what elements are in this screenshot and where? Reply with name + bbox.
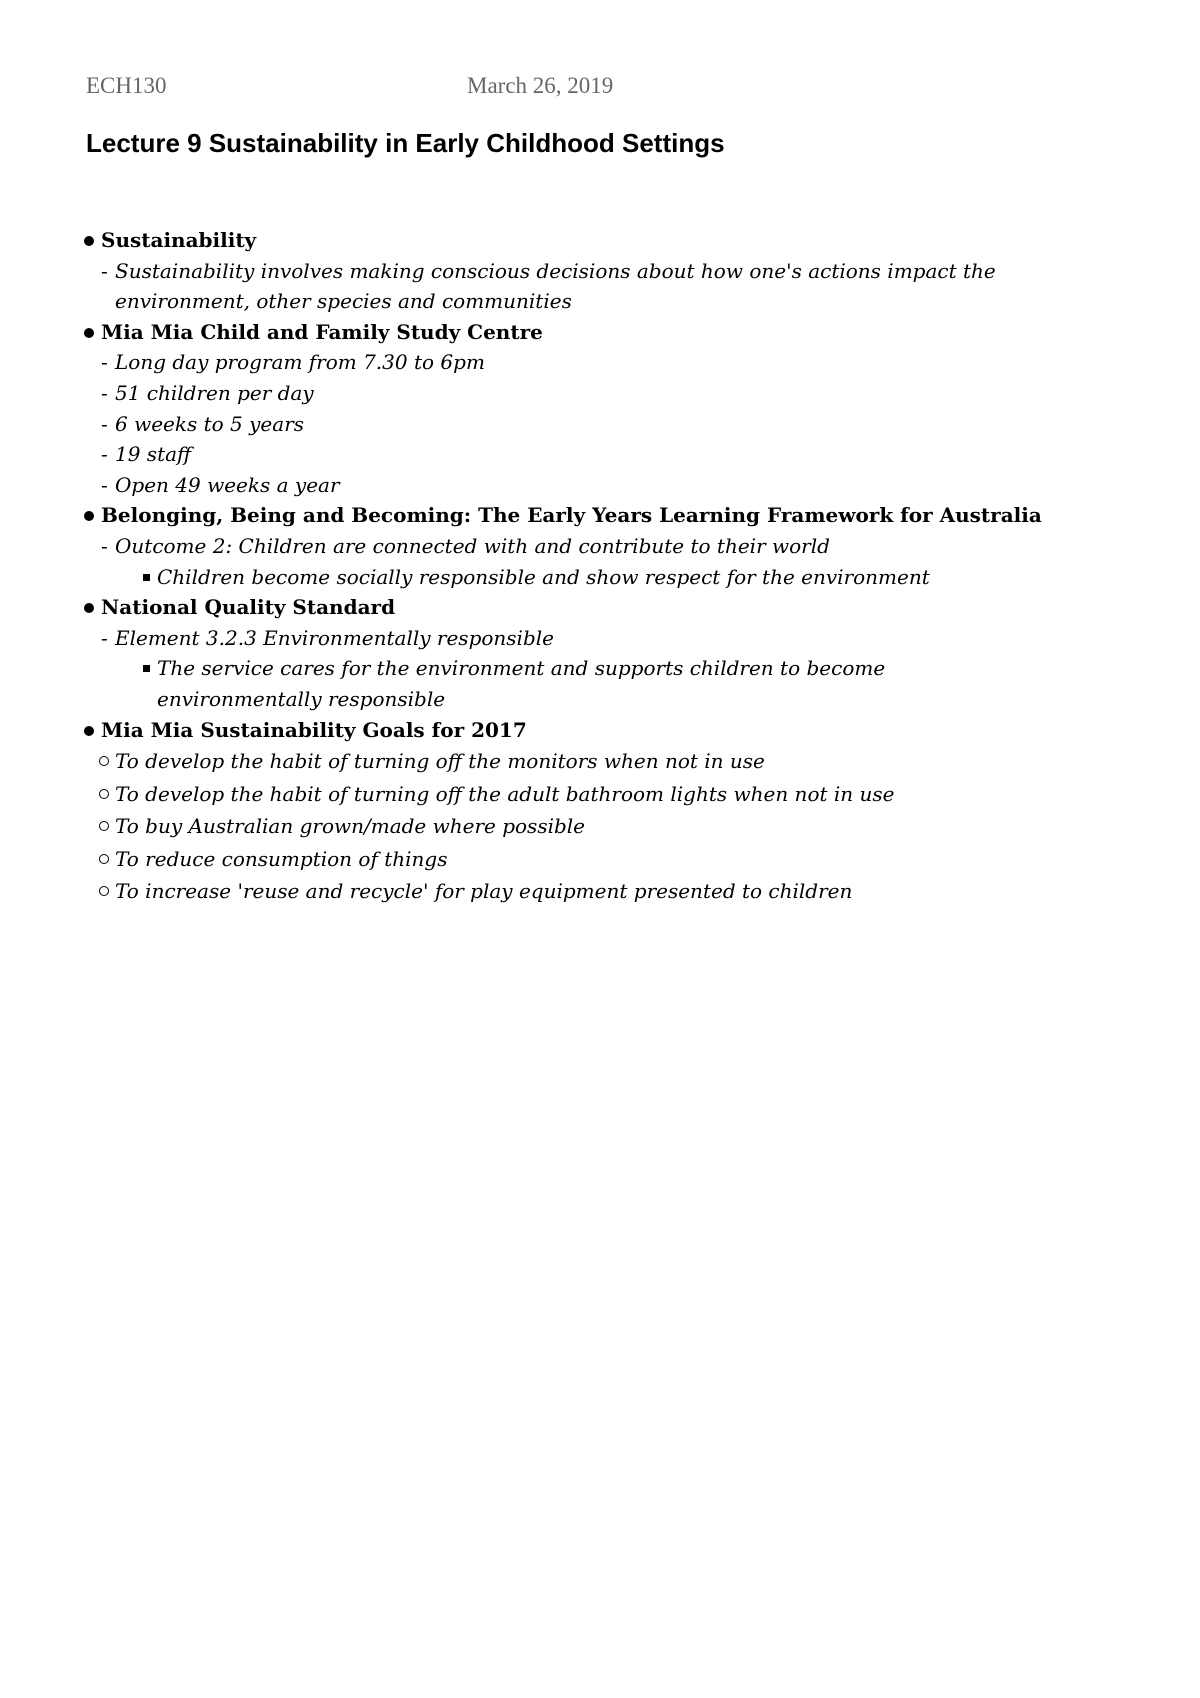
course-code: ECH130 [86, 73, 167, 98]
list-item [0, 531, 1200, 562]
hollow-circle-icon [99, 789, 109, 799]
list-subitem [0, 562, 1200, 593]
section-heading-text: Mia Mia Child and Family Study Centre [101, 319, 543, 344]
section-heading-text: Mia Mia Sustainability Goals for 2017 [101, 717, 527, 742]
list-item [0, 347, 1200, 378]
list-item-text: To develop the habit of turning off the monitors when not in use [115, 749, 765, 774]
section-heading-text: National Quality Standard [101, 595, 396, 620]
hollow-circle-icon [99, 821, 109, 831]
list-item [0, 378, 1200, 409]
list-subitem-text: The service cares for the environment and supports children to become environmentally responsible [157, 656, 886, 711]
section-heading-goals [0, 715, 1200, 746]
list-subitem-text: Children become socially responsible and show respect for the environment [157, 564, 930, 589]
list-item [0, 256, 1200, 317]
list-item-text: Open 49 weeks a year [115, 472, 340, 497]
list-item [0, 745, 1200, 778]
section-heading-text: Belonging, Being and Becoming: The Early Years Learning Framework for Australia [101, 503, 1042, 528]
list-item [0, 439, 1200, 470]
list-item-text: Element 3.2.3 Environmentally responsible [115, 625, 554, 650]
list-item-text: Long day program from 7.30 to 6pm [115, 350, 485, 375]
section-heading-mia-mia-centre [0, 317, 1200, 348]
list-item [0, 875, 1200, 908]
dash-icon: - [101, 380, 108, 405]
list-item-text: Outcome 2: Children are connected with and contribute to their world [115, 533, 830, 558]
hollow-circle-icon [99, 756, 109, 766]
list-subitem [0, 653, 1200, 714]
bullet-icon [84, 726, 94, 736]
list-item-text: Sustainability involves making conscious decisions about how one's actions impact the environment, other species and communities [115, 258, 996, 314]
dash-icon: - [101, 625, 108, 650]
list-item [0, 778, 1200, 811]
section-heading-eylf [0, 500, 1200, 531]
bullet-icon [84, 511, 94, 521]
list-item-text: 51 children per day [115, 380, 314, 405]
list-item [0, 810, 1200, 843]
bullet-icon [84, 603, 94, 613]
dash-icon: - [101, 533, 108, 558]
page-title: Lecture 9 Sustainability in Early Childhood Settings [86, 128, 725, 158]
hollow-circle-icon [99, 854, 109, 864]
list-item [0, 470, 1200, 501]
bullet-icon [84, 328, 94, 338]
list-item-text: To develop the habit of turning off the adult bathroom lights when not in use [115, 781, 895, 806]
list-item-text: 6 weeks to 5 years [115, 411, 305, 436]
section-heading-nqs [0, 592, 1200, 623]
section-heading-sustainability [0, 225, 1200, 256]
dash-icon: - [101, 411, 108, 436]
dash-icon: - [101, 472, 108, 497]
list-item-text: To buy Australian grown/made where possible [115, 814, 586, 839]
list-item-text: 19 staff [115, 442, 192, 467]
square-bullet-icon [143, 574, 150, 581]
hollow-circle-icon [99, 886, 109, 896]
list-item [0, 623, 1200, 654]
lecture-outline [0, 225, 1200, 908]
list-item [0, 409, 1200, 440]
bullet-icon [84, 236, 94, 246]
list-item [0, 843, 1200, 876]
dash-icon: - [101, 258, 108, 283]
section-heading-text: Sustainability [101, 228, 257, 252]
dash-icon: - [101, 350, 108, 375]
list-item-text: To reduce consumption of things [115, 846, 448, 871]
list-item-text: To increase 'reuse and recycle' for play equipment presented to children [115, 879, 853, 904]
square-bullet-icon [143, 665, 150, 672]
lecture-date: March 26, 2019 [467, 73, 614, 98]
dash-icon: - [101, 442, 108, 467]
